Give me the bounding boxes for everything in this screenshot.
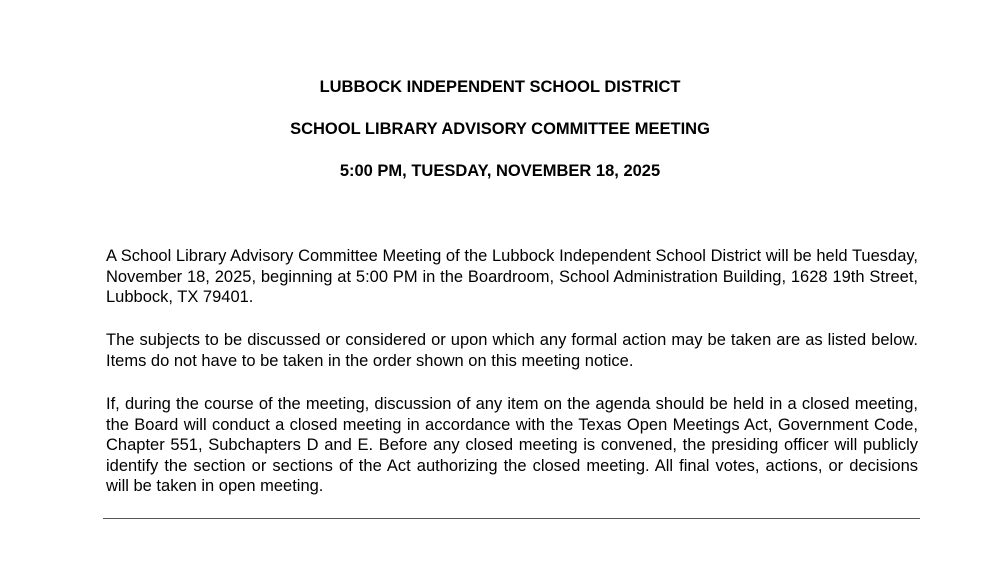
meeting-datetime-heading: 5:00 PM, TUESDAY, NOVEMBER 18, 2025	[339, 162, 661, 180]
closed-meeting-paragraph: If, during the course of the meeting, discussion of any item on the agenda should be held in a closed meeting, the Board will conduct a closed meeting in accordance with the Texas Open Meetings Act, Government Code, Chapter 551, Subchapters D and E. Before any closed meeting is convened, the presiding officer will publicly identify the section or sections of the Act authorizing the closed meeting. All final votes, actions, or decisions will be taken in open meeting.	[106, 395, 918, 495]
meeting-title-heading: SCHOOL LIBRARY ADVISORY COMMITTEE MEETING	[290, 120, 710, 138]
subjects-paragraph: The subjects to be discussed or considered or upon which any formal action may be taken are as listed below. Items do not have to be taken in the order shown on this meeting notice.	[106, 331, 918, 370]
horizontal-divider	[103, 518, 920, 519]
meeting-location-paragraph: A School Library Advisory Committee Meeting of the Lubbock Independent School District will be held Tuesday, November 18, 2025, beginning at 5:00 PM in the Boardroom, School Administration Building, 1628 19th Street, Lubbock, TX 79401.	[106, 247, 918, 306]
district-heading: LUBBOCK INDEPENDENT SCHOOL DISTRICT	[319, 78, 681, 96]
